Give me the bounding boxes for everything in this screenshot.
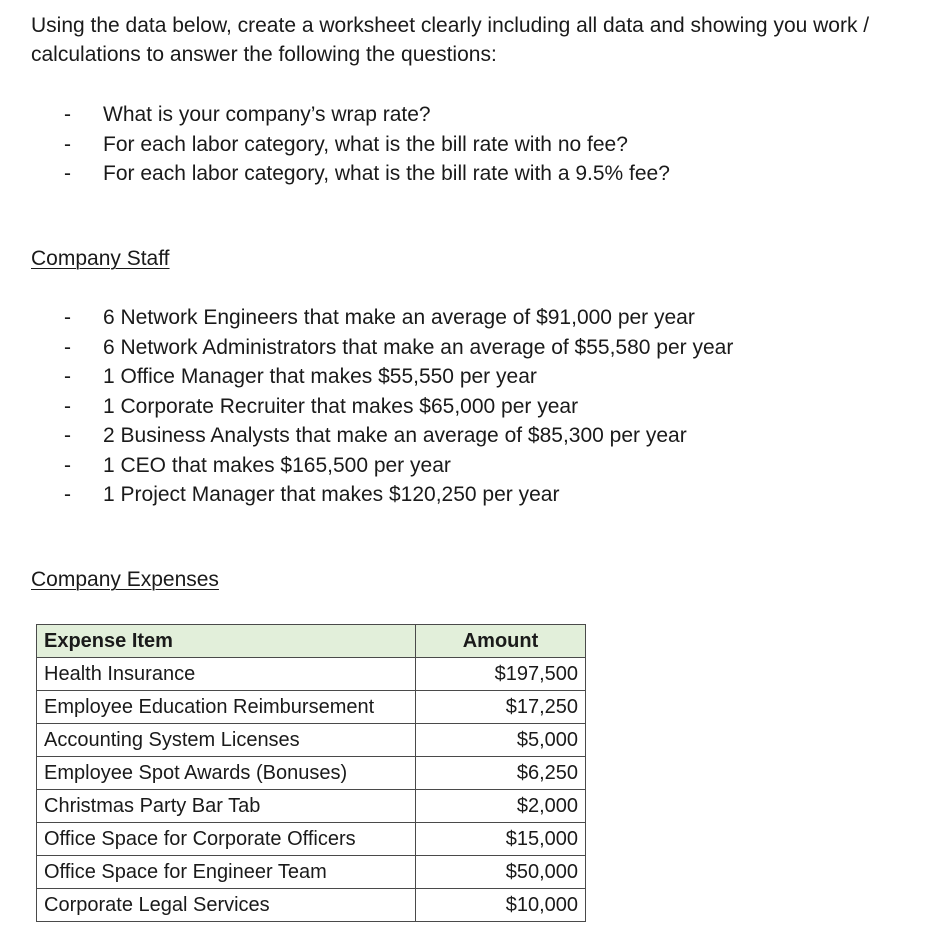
staff-item (0, 303, 938, 333)
intro-paragraph (31, 11, 921, 69)
amount-cell: $17,250 (416, 691, 586, 724)
staff-item (0, 421, 938, 451)
staff-item (0, 392, 938, 422)
expense-item-cell: Accounting System Licenses (37, 724, 416, 757)
table-row (37, 889, 586, 922)
staff-list (0, 303, 938, 510)
expense-item-header: Expense Item (37, 625, 416, 658)
staff-text: 2 Business Analysts that make an average of $85,300 per year (103, 424, 687, 447)
bullet-dash: - (64, 162, 71, 185)
company-staff-heading: Company Staff (31, 247, 170, 270)
bullet-dash: - (64, 103, 71, 126)
table-header-row (37, 625, 586, 658)
question-text: What is your company’s wrap rate? (103, 103, 431, 126)
staff-item (0, 480, 938, 510)
staff-text: 1 Office Manager that makes $55,550 per year (103, 365, 537, 388)
expense-item-cell: Christmas Party Bar Tab (37, 790, 416, 823)
bullet-dash: - (64, 424, 71, 447)
staff-text: 1 Project Manager that makes $120,250 per year (103, 483, 560, 506)
staff-text: 6 Network Administrators that make an average of $55,580 per year (103, 335, 734, 359)
expense-item-cell: Office Space for Corporate Officers (37, 823, 416, 856)
table-row (37, 757, 586, 790)
question-item (0, 130, 938, 160)
amount-cell: $15,000 (416, 823, 586, 856)
amount-cell: $6,250 (416, 757, 586, 790)
expense-item-cell: Employee Spot Awards (Bonuses) (37, 757, 416, 790)
table-row (37, 823, 586, 856)
bullet-dash: - (64, 365, 71, 388)
staff-item (0, 333, 938, 363)
staff-text: 1 Corporate Recruiter that makes $65,000 per year (103, 394, 579, 418)
bullet-dash: - (64, 394, 71, 418)
intro-text: Using the data below, create a worksheet clearly including all data and showing you work / calculations to answer the following the questions: (31, 14, 870, 66)
expense-item-cell: Health Insurance (37, 658, 416, 691)
amount-cell: $5,000 (416, 724, 586, 757)
staff-text: 1 CEO that makes $165,500 per year (103, 453, 451, 477)
question-item (0, 100, 938, 130)
expense-item-cell: Office Space for Engineer Team (37, 856, 416, 889)
staff-item (0, 451, 938, 481)
bullet-dash: - (64, 453, 71, 477)
table-row (37, 790, 586, 823)
amount-cell: $2,000 (416, 790, 586, 823)
amount-header: Amount (416, 625, 586, 658)
bullet-dash: - (64, 483, 71, 506)
bullet-dash: - (64, 132, 71, 156)
bullet-dash: - (64, 335, 71, 359)
question-item (0, 159, 938, 189)
questions-list (0, 100, 938, 189)
staff-text: 6 Network Engineers that make an average of $91,000 per year (103, 306, 695, 329)
table-row (37, 856, 586, 889)
table-row (37, 724, 586, 757)
expense-item-cell: Employee Education Reimbursement (37, 691, 416, 724)
amount-cell: $50,000 (416, 856, 586, 889)
expenses-table (36, 624, 586, 922)
company-expenses-heading: Company Expenses (31, 568, 219, 591)
expense-item-cell: Corporate Legal Services (37, 889, 416, 922)
bullet-dash: - (64, 306, 71, 329)
question-text: For each labor category, what is the bill rate with no fee? (103, 132, 628, 156)
staff-item (0, 362, 938, 392)
amount-cell: $10,000 (416, 889, 586, 922)
table-row (37, 691, 586, 724)
table-row (37, 658, 586, 691)
question-text: For each labor category, what is the bill rate with a 9.5% fee? (103, 162, 670, 185)
amount-cell: $197,500 (416, 658, 586, 691)
